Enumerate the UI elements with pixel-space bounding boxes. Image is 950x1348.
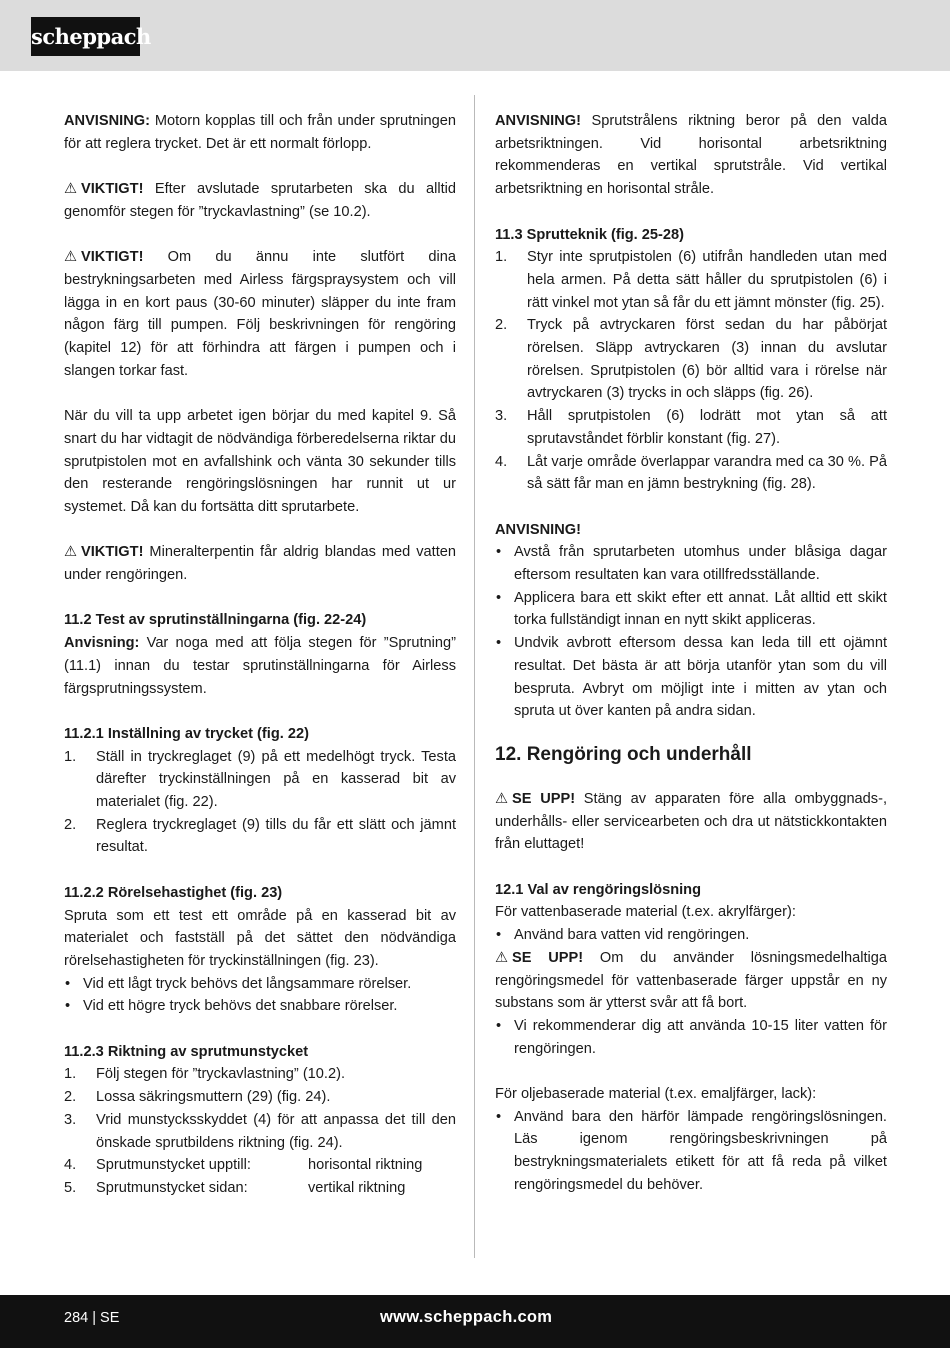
list-item: 2. Tryck på avtryckaren först sedan du har påbörjat rörelsen. Släpp avtryckaren (3) innan du avslutar rörelsen. Sprutpistolen (6) bör alltid vara i rörelse när avtryckaren (3) trycks in och släpps (fig. 26). (495, 317, 887, 402)
water-based-intro: För vattenbaserade material (t.ex. akrylfärger): (495, 904, 796, 921)
se-upp-shutdown: ⚠ SE UPP! Stäng av apparaten före alla ombyggnads-, underhålls- eller servicearbeten och dra ut nätstickkontakten från eluttaget! (495, 788, 887, 856)
resume-paragraph: När du vill ta upp arbetet igen börjar du med kapitel 9. Så snart du har vidtagit de nödvändiga förberedelserna riktar du sprutpistolen mot en avfallshink och vänta 30 sekunder tills den resterande rengöringslösningen har runnit ut ur systemet. Då kan du fortsätta ditt sprutarbete. (64, 408, 456, 515)
section-12-1-heading: 12.1 Val av rengöringslösning (495, 881, 702, 898)
section-11-2-2-text: Spruta som ett test ett område på en kasserad bit av materialet och fastställ på det sättet den nödvändiga rörelsehastigheten för tryckinställningen (fig. 23). (64, 907, 456, 969)
column-divider (474, 95, 475, 1258)
viktigt-tryckavlastning: ⚠ VIKTIGT! Efter avslutade sprutarbeten ska du alltid genomför stegen för ”tryckavlastning” (se 10.2). (64, 178, 456, 223)
water-bullets (495, 924, 887, 947)
right-column (495, 110, 887, 1197)
litre-bullets (495, 1015, 887, 1060)
list-item: • Vid ett lågt tryck behövs det långsammare rörelser. (64, 973, 456, 996)
list-item: • Använd bara den härför lämpade rengöringslösningen. Läs igenom rengöringsbeskrivningen på bestrykningsmaterialets etikett för att få reda på vilket rengöringsmedel du behöver. (495, 1106, 887, 1197)
scheppach-logo: scheppach (31, 17, 140, 56)
list-item: 1. Styr inte sprutpistolen (6) utifrån handleden utan med hela armen. På detta sätt håller du sprutpistolen (6) i rätt vinkel mot ytan så får du ett jämnt mönster (fig. 25). (495, 249, 887, 311)
spray-technique-list (495, 246, 887, 496)
section-11-2-2-heading: 11.2.2 Rörelsehastighet (fig. 23) (64, 884, 283, 901)
oil-based-intro: För oljebaserade material (t.ex. emaljfärger, lack): (495, 1086, 817, 1103)
list-item: 3. Vrid munstycksskyddet (4) för att anpassa det till den önskade sprutbildens riktning (fig. 24). (64, 1111, 456, 1151)
warning-triangle-icon: ⚠ (64, 544, 78, 561)
list-item: • Använd bara vatten vid rengöringen. (495, 924, 887, 947)
anvisning-bullets (495, 541, 887, 723)
warning-triangle-icon: ⚠ (64, 181, 78, 198)
anvisning-heading: ANVISNING! (495, 521, 581, 538)
chapter-12-heading: 12. Rengöring och underhåll (495, 743, 752, 765)
list-item: 3. Håll sprutpistolen (6) lodrätt mot ytan så att sprutavståndet förblir konstant (fig. 27). (495, 408, 887, 447)
viktigt-mineralterpentin: ⚠ VIKTIGT! Mineralterpentin får aldrig blandas med vatten under rengöringen. (64, 541, 456, 586)
pressure-steps-list (64, 746, 456, 860)
list-item: 4. Låt varje område överlappar varandra med ca 30 %. På så sätt får man en jämn bestrykning (fig. 28). (495, 453, 887, 493)
list-item: 1. Följ stegen för ”tryckavlastning” (10.2). (64, 1066, 345, 1083)
warning-triangle-icon: ⚠ (64, 249, 78, 266)
left-column (64, 110, 456, 1200)
list-item: • Vid ett högre tryck behövs det snabbare rörelser. (64, 995, 456, 1018)
section-11-3-heading: 11.3 Sprutteknik (fig. 25-28) (495, 226, 684, 243)
list-item: 2. Lossa säkringsmuttern (29) (fig. 24). (64, 1089, 331, 1106)
header-band (0, 0, 950, 71)
oil-bullets (495, 1106, 887, 1197)
section-11-2-3-heading: 11.2.3 Riktning av sprutmunstycket (64, 1043, 309, 1060)
section-11-2-1-heading: 11.2.1 Inställning av trycket (fig. 22) (64, 725, 309, 742)
footer-band (0, 1295, 950, 1348)
list-item: • Vi rekommenderar dig att använda 10-15 liter vatten för rengöringen. (495, 1015, 887, 1060)
warning-triangle-icon: ⚠ (495, 949, 509, 966)
nozzle-steps-list (64, 1063, 456, 1199)
speed-bullets (64, 973, 456, 1018)
anvisning-motor: ANVISNING: Motorn kopplas till och från under sprutningen för att reglera trycket. Det är ett normalt förlopp. (64, 113, 456, 152)
list-item: • Undvik avbrott eftersom dessa kan leda till ett ojämnt resultat. Det bästa är att börja utanför ytan som du vill bespruta. Avbryt om möjligt inte i mitten av ytan och spruta ut över kanten på andra sidan. (495, 632, 887, 723)
viktigt-paus: ⚠ VIKTIGT! Om du ännu inte slutfört dina bestrykningsarbeten med Airless färgspraysystem och vill lägga in en kort paus (30-60 minuter) släpper du inte fram någon färg till pumpen. Följ beskrivningen för rengöring (kapitel 12) för att förhindra att färgen i pumpen och i slangen torkar fast. (64, 246, 456, 382)
anvisning-direction: ANVISNING! Sprutstrålens riktning beror på den valda arbetsriktningen. Vid horisontal arbetsriktning rekommenderas en vertikal sprutstråle. Vid vertikal arbetsriktning en horisontal stråle. (495, 113, 887, 198)
list-item: 4. Sprutmunstycket upptill: horisontal riktning (64, 1157, 423, 1174)
section-11-2-heading: 11.2 Test av sprutinställningarna (fig. 22-24) (64, 612, 367, 629)
se-upp-solvent: ⚠ SE UPP! Om du använder lösningsmedelhaltiga rengöringsmedel för vattenbaserade färger uppstår en ny substans som är ytterst svår att få bort. (495, 947, 887, 1015)
list-item: 5. Sprutmunstycket sidan: vertikal riktning (64, 1179, 406, 1196)
page-number: 284 | SE (64, 1310, 120, 1326)
list-item: • Avstå från sprutarbeten utomhus under blåsiga dagar eftersom resultaten kan vara otillfredsställande. (495, 541, 887, 586)
list-item: 1. Ställ in tryckreglaget (9) på ett medelhögt tryck. Testa därefter tryckinställningen på en kasserad bit av materialet (fig. 22). (64, 748, 456, 810)
list-item: • Applicera bara ett skikt efter ett annat. Låt alltid ett skikt torka fullständigt innan en nytt skikt appliceras. (495, 587, 887, 632)
website-link[interactable]: www.scheppach.com (380, 1308, 553, 1326)
list-item: 2. Reglera tryckreglaget (9) tills du får ett slätt och jämnt resultat. (64, 816, 456, 856)
warning-triangle-icon: ⚠ (495, 790, 509, 807)
section-11-2-note: Anvisning: Var noga med att följa stegen för ”Sprutning” (11.1) innan du testar sprutinställningarna för Airless färgsprutningssystem. (64, 635, 456, 697)
